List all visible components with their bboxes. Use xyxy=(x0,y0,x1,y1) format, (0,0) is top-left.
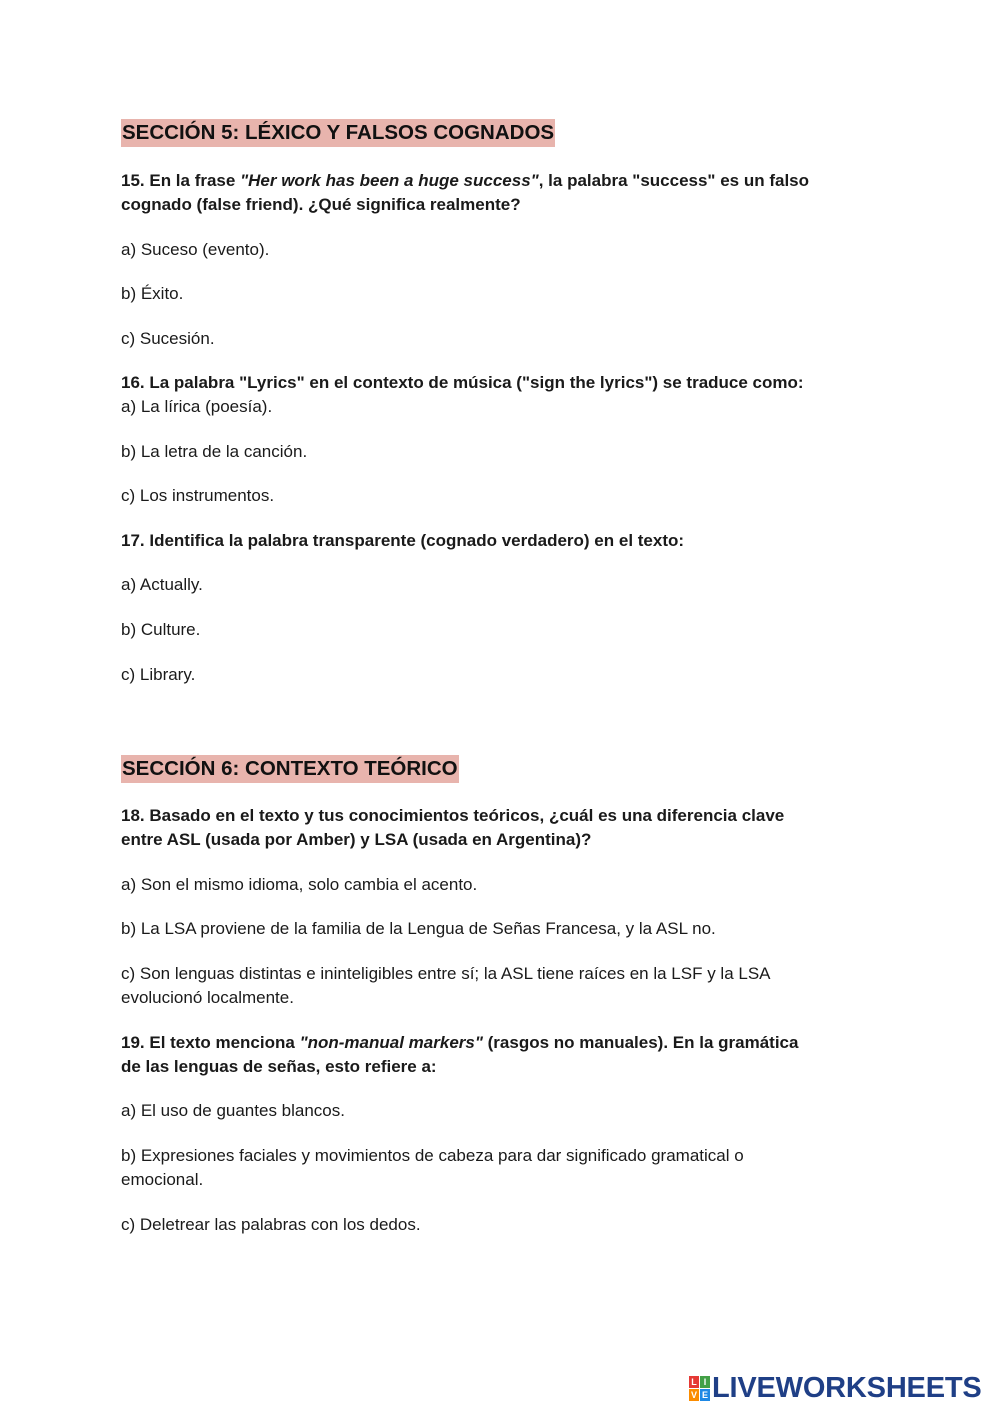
question-19-option-c[interactable]: c) Deletrear las palabras con los dedos. xyxy=(121,1215,421,1234)
question-19-option-b-line-2[interactable]: emocional. xyxy=(121,1170,204,1189)
logo-letter-v: V xyxy=(690,1389,697,1400)
section-5-heading: SECCIÓN 5: LÉXICO Y FALSOS COGNADOS xyxy=(121,119,555,147)
question-19-option-b-line-1[interactable]: b) Expresiones faciales y movimientos de cabeza para dar significado gramatical o xyxy=(121,1146,744,1165)
liveworksheets-logo[interactable] xyxy=(689,1373,982,1403)
question-16-option-b[interactable]: b) La letra de la canción. xyxy=(121,442,308,461)
question-18-option-c-line-1[interactable]: c) Son lenguas distintas e ininteligibles entre sí; la ASL tiene raíces en la LSF y la LSA xyxy=(121,964,771,983)
logo-letter-i: I xyxy=(700,1376,710,1388)
question-18-option-b[interactable]: b) La LSA proviene de la familia de la Lengua de Señas Francesa, y la ASL no. xyxy=(121,919,716,938)
question-16-option-a[interactable]: a) La lírica (poesía). xyxy=(121,397,273,416)
question-17-option-c[interactable]: c) Library. xyxy=(121,665,196,684)
question-17-option-a[interactable]: a) Actually. xyxy=(121,575,203,594)
question-18-option-c-line-2[interactable]: evolucionó localmente. xyxy=(121,988,294,1007)
logo-letter-l: L xyxy=(689,1376,699,1388)
logo-letter-e: E xyxy=(701,1389,708,1400)
question-16: 16. La palabra "Lyrics" en el contexto de música ("sign the lyrics") se traduce como: xyxy=(121,373,804,392)
question-19-line-2: de las lenguas de señas, esto refiere a: xyxy=(121,1057,437,1076)
question-19-quote: "non-manual markers" xyxy=(299,1033,483,1052)
question-17-option-b[interactable]: b) Culture. xyxy=(121,620,201,639)
question-16-option-c[interactable]: c) Los instrumentos. xyxy=(121,486,275,505)
question-15-line-1: 15. En la frase "Her work has been a huge success", la palabra "success" es un falso xyxy=(121,171,810,190)
question-15-option-a[interactable]: a) Suceso (evento). xyxy=(121,240,270,259)
live-logo-icon xyxy=(689,1376,710,1401)
question-17: 17. Identifica la palabra transparente (cognado verdadero) en el texto: xyxy=(121,531,685,550)
question-18-line-2: entre ASL (usada por Amber) y LSA (usada en Argentina)? xyxy=(121,830,592,849)
question-18-line-1: 18. Basado en el texto y tus conocimientos teóricos, ¿cuál es una diferencia clave xyxy=(121,806,785,825)
question-19-option-a[interactable]: a) El uso de guantes blancos. xyxy=(121,1101,345,1120)
question-15-option-c[interactable]: c) Sucesión. xyxy=(121,329,215,348)
question-18-option-a[interactable]: a) Son el mismo idioma, solo cambia el acento. xyxy=(121,875,478,894)
question-15-option-b[interactable]: b) Éxito. xyxy=(121,284,184,303)
section-6-heading: SECCIÓN 6: CONTEXTO TEÓRICO xyxy=(121,755,459,783)
question-19-line-1: 19. El texto menciona "non-manual markers" (rasgos no manuales). En la gramática xyxy=(121,1033,799,1052)
question-15-quote: "Her work has been a huge success" xyxy=(240,171,539,190)
logo-text: LIVEWORKSHEETS xyxy=(712,1372,982,1404)
question-15-line-2: cognado (false friend). ¿Qué significa realmente? xyxy=(121,195,521,214)
